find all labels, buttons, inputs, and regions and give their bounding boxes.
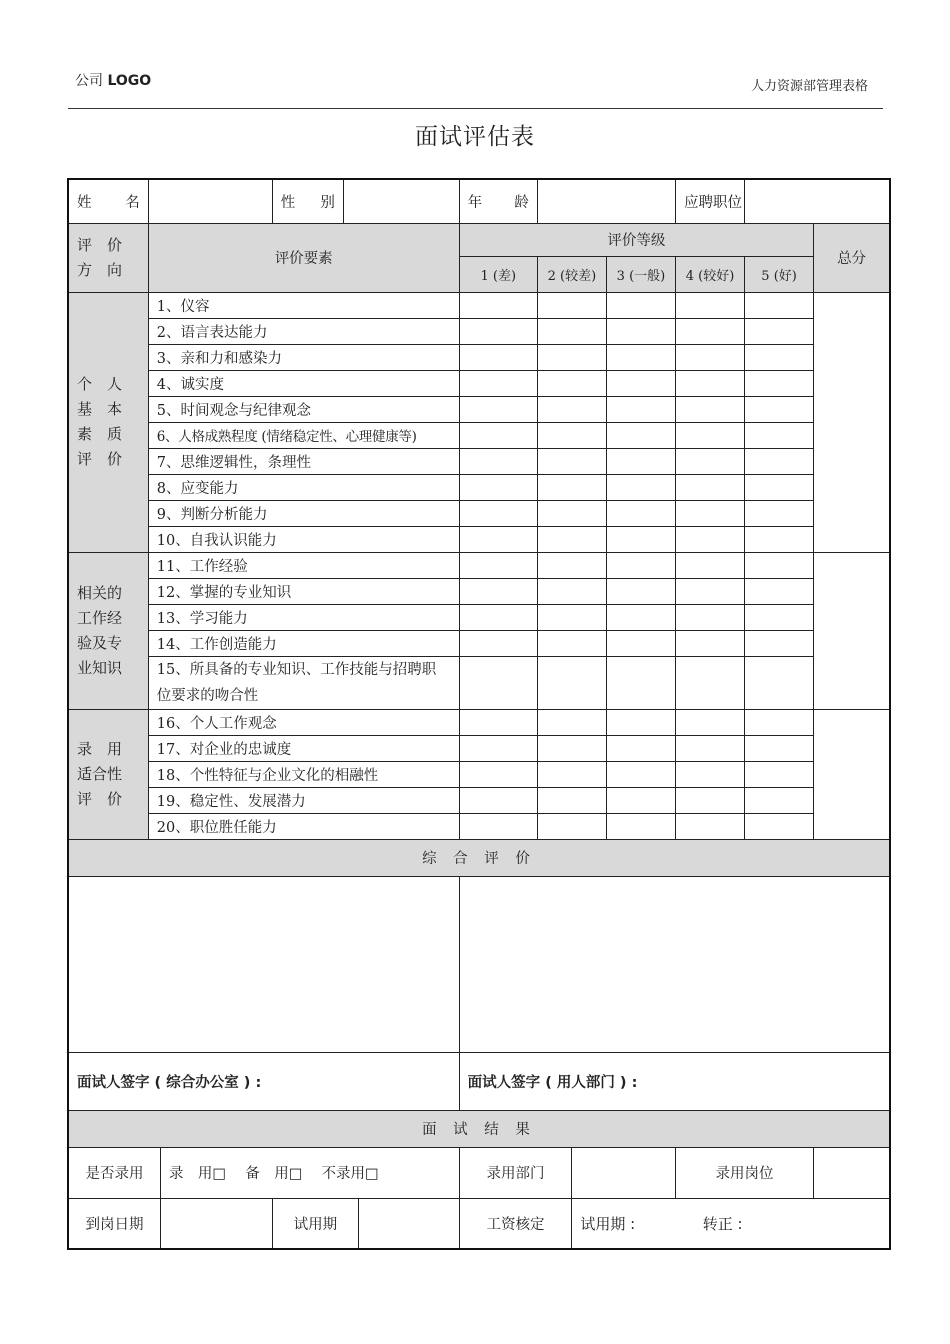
score-cell[interactable] bbox=[606, 370, 675, 396]
score-cell[interactable] bbox=[675, 318, 744, 344]
score-cell[interactable] bbox=[745, 500, 814, 526]
total-label: 总分 bbox=[814, 223, 890, 292]
company-prefix: 公司 bbox=[75, 73, 103, 89]
sign-department[interactable]: 面试人签字 ( 用人部门 ) : bbox=[459, 1052, 890, 1110]
score-cell[interactable] bbox=[459, 604, 537, 630]
criterion-16: 16、个人工作观念 bbox=[148, 709, 459, 735]
score-cell[interactable] bbox=[459, 474, 537, 500]
criteria-row bbox=[68, 552, 890, 578]
score-cell[interactable] bbox=[675, 656, 744, 709]
score-cell[interactable] bbox=[745, 656, 814, 709]
category-personal-label: 个 人 基 本 素 质 评 价 bbox=[68, 292, 148, 552]
score-cell[interactable] bbox=[459, 630, 537, 656]
score-cell[interactable] bbox=[675, 344, 744, 370]
dept-form-label: 人力资源部管理表格 bbox=[750, 79, 868, 94]
score-cell[interactable] bbox=[606, 318, 675, 344]
criteria-row bbox=[68, 474, 890, 500]
criterion-17: 17、对企业的忠诚度 bbox=[148, 735, 459, 761]
score-cell[interactable] bbox=[606, 474, 675, 500]
score-cell[interactable] bbox=[537, 396, 606, 422]
criteria-row bbox=[68, 370, 890, 396]
page-title: 面试评估表 bbox=[415, 124, 535, 150]
sign-office[interactable]: 面试人签字 ( 综合办公室 ) : bbox=[68, 1052, 459, 1110]
score-cell[interactable] bbox=[606, 396, 675, 422]
score-cell[interactable] bbox=[745, 787, 814, 813]
elements-label: 评价要素 bbox=[148, 223, 459, 292]
score-cell[interactable] bbox=[537, 292, 606, 318]
score-cell[interactable] bbox=[459, 318, 537, 344]
company-logo bbox=[75, 70, 151, 90]
score-cell[interactable] bbox=[606, 292, 675, 318]
header-divider bbox=[68, 108, 883, 109]
score-cell[interactable] bbox=[459, 578, 537, 604]
score-cell[interactable] bbox=[537, 552, 606, 578]
score-cell[interactable] bbox=[537, 735, 606, 761]
score-cell[interactable] bbox=[537, 448, 606, 474]
criterion-10: 10、自我认识能力 bbox=[148, 526, 459, 552]
basic-info-row bbox=[68, 179, 890, 223]
score-cell[interactable] bbox=[606, 552, 675, 578]
score-cell[interactable] bbox=[745, 761, 814, 787]
category-fit-label: 录 用 适合性 评 价 bbox=[68, 709, 148, 839]
age-field[interactable] bbox=[537, 179, 675, 223]
name-field[interactable] bbox=[148, 179, 272, 223]
overall-label: 综 合 评 价 bbox=[68, 839, 890, 876]
criteria-row bbox=[68, 787, 890, 813]
criteria-row bbox=[68, 396, 890, 422]
criteria-row bbox=[68, 292, 890, 318]
score-cell[interactable] bbox=[675, 761, 744, 787]
name-label: 姓 名 bbox=[68, 179, 148, 223]
criterion-11: 11、工作经验 bbox=[148, 552, 459, 578]
score-cell[interactable] bbox=[606, 526, 675, 552]
criterion-5: 5、时间观念与纪律观念 bbox=[148, 396, 459, 422]
score-cell[interactable] bbox=[537, 709, 606, 735]
criteria-row bbox=[68, 761, 890, 787]
grade-2: 2 (较差) bbox=[537, 256, 606, 292]
criterion-15: 15、所具备的专业知识、工作技能与招聘职位要求的吻合性 bbox=[148, 656, 459, 709]
criterion-14: 14、工作创造能力 bbox=[148, 630, 459, 656]
score-cell[interactable] bbox=[537, 630, 606, 656]
score-cell[interactable] bbox=[459, 656, 537, 709]
start-date-field[interactable] bbox=[160, 1198, 272, 1249]
gender-field[interactable] bbox=[343, 179, 459, 223]
age-label: 年 龄 bbox=[459, 179, 537, 223]
score-cell[interactable] bbox=[459, 526, 537, 552]
score-cell[interactable] bbox=[606, 578, 675, 604]
category-experience-label: 相关的 工作经 验及专 业知识 bbox=[68, 552, 148, 709]
score-cell[interactable] bbox=[459, 370, 537, 396]
score-cell[interactable] bbox=[537, 578, 606, 604]
overall-comment-row bbox=[68, 876, 890, 1052]
hire-row bbox=[68, 1147, 890, 1198]
score-cell[interactable] bbox=[675, 604, 744, 630]
overall-comment-right[interactable] bbox=[459, 876, 890, 1052]
score-cell[interactable] bbox=[745, 422, 814, 448]
score-cell[interactable] bbox=[606, 813, 675, 839]
score-cell[interactable] bbox=[675, 448, 744, 474]
hire-options[interactable]: 录 用□ 备 用□ 不录用□ bbox=[160, 1147, 459, 1198]
score-cell[interactable] bbox=[537, 474, 606, 500]
score-cell[interactable] bbox=[745, 292, 814, 318]
score-cell[interactable] bbox=[606, 422, 675, 448]
score-cell[interactable] bbox=[537, 787, 606, 813]
criteria-row bbox=[68, 344, 890, 370]
score-cell[interactable] bbox=[606, 500, 675, 526]
post-field[interactable] bbox=[814, 1147, 890, 1198]
salary-label: 工资核定 bbox=[459, 1198, 572, 1249]
score-cell[interactable] bbox=[537, 344, 606, 370]
criterion-12: 12、掌握的专业知识 bbox=[148, 578, 459, 604]
score-cell[interactable] bbox=[537, 656, 606, 709]
score-cell[interactable] bbox=[459, 709, 537, 735]
total-score-personal[interactable] bbox=[814, 292, 890, 552]
dept-field[interactable] bbox=[572, 1147, 676, 1198]
score-cell[interactable] bbox=[745, 604, 814, 630]
criterion-1: 1、仪容 bbox=[148, 292, 459, 318]
criteria-row bbox=[68, 604, 890, 630]
score-cell[interactable] bbox=[745, 318, 814, 344]
score-cell[interactable] bbox=[459, 761, 537, 787]
criteria-row bbox=[68, 500, 890, 526]
total-score-fit[interactable] bbox=[814, 709, 890, 839]
score-cell[interactable] bbox=[675, 709, 744, 735]
criteria-row bbox=[68, 318, 890, 344]
salary-probation-label: 试用期 : bbox=[580, 1214, 636, 1233]
score-cell[interactable] bbox=[675, 474, 744, 500]
start-date-label: 到岗日期 bbox=[68, 1198, 160, 1249]
score-cell[interactable] bbox=[675, 578, 744, 604]
score-cell[interactable] bbox=[675, 813, 744, 839]
score-cell[interactable] bbox=[675, 526, 744, 552]
score-cell[interactable] bbox=[459, 344, 537, 370]
score-cell[interactable] bbox=[459, 396, 537, 422]
eval-header-row-1 bbox=[68, 223, 890, 256]
criterion-2: 2、语言表达能力 bbox=[148, 318, 459, 344]
score-cell[interactable] bbox=[459, 552, 537, 578]
score-cell[interactable] bbox=[675, 292, 744, 318]
criterion-3: 3、亲和力和感染力 bbox=[148, 344, 459, 370]
salary-regular-label: 转正 : bbox=[702, 1214, 743, 1233]
criteria-row bbox=[68, 526, 890, 552]
score-cell[interactable] bbox=[459, 813, 537, 839]
score-cell[interactable] bbox=[675, 422, 744, 448]
score-cell[interactable] bbox=[606, 735, 675, 761]
score-cell[interactable] bbox=[537, 318, 606, 344]
criterion-8: 8、应变能力 bbox=[148, 474, 459, 500]
score-cell[interactable] bbox=[459, 500, 537, 526]
score-cell[interactable] bbox=[745, 709, 814, 735]
score-cell[interactable] bbox=[537, 422, 606, 448]
score-cell[interactable] bbox=[459, 292, 537, 318]
criteria-row bbox=[68, 422, 890, 448]
score-cell[interactable] bbox=[537, 604, 606, 630]
score-cell[interactable] bbox=[745, 735, 814, 761]
score-cell[interactable] bbox=[459, 422, 537, 448]
score-cell[interactable] bbox=[675, 500, 744, 526]
criteria-row bbox=[68, 735, 890, 761]
criterion-13: 13、学习能力 bbox=[148, 604, 459, 630]
score-cell[interactable] bbox=[606, 604, 675, 630]
score-cell[interactable] bbox=[606, 630, 675, 656]
score-cell[interactable] bbox=[675, 370, 744, 396]
score-cell[interactable] bbox=[745, 370, 814, 396]
score-cell[interactable] bbox=[745, 448, 814, 474]
grade-label: 评价等级 bbox=[459, 223, 813, 256]
criterion-20: 20、职位胜任能力 bbox=[148, 813, 459, 839]
criterion-6: 6、人格成熟程度 (情绪稳定性、心理健康等) bbox=[148, 422, 459, 448]
score-cell[interactable] bbox=[745, 578, 814, 604]
signature-row bbox=[68, 1052, 890, 1110]
start-row bbox=[68, 1198, 890, 1249]
probation-field[interactable] bbox=[359, 1198, 460, 1249]
grade-1: 1 (差) bbox=[459, 256, 537, 292]
criteria-row bbox=[68, 448, 890, 474]
score-cell[interactable] bbox=[675, 735, 744, 761]
score-cell[interactable] bbox=[537, 813, 606, 839]
grade-3: 3 (一般) bbox=[606, 256, 675, 292]
score-cell[interactable] bbox=[745, 813, 814, 839]
score-cell[interactable] bbox=[537, 500, 606, 526]
score-cell[interactable] bbox=[537, 761, 606, 787]
overall-comment-left[interactable] bbox=[68, 876, 459, 1052]
criterion-7: 7、思维逻辑性，条理性 bbox=[148, 448, 459, 474]
gender-label: 性 别 bbox=[272, 179, 343, 223]
criteria-row bbox=[68, 578, 890, 604]
score-cell[interactable] bbox=[459, 735, 537, 761]
result-label: 面 试 结 果 bbox=[68, 1110, 890, 1147]
criteria-row bbox=[68, 709, 890, 735]
logo-text: LOGO bbox=[107, 73, 152, 89]
score-cell[interactable] bbox=[537, 370, 606, 396]
score-cell[interactable] bbox=[675, 552, 744, 578]
probation-label: 试用期 bbox=[272, 1198, 358, 1249]
score-cell[interactable] bbox=[606, 656, 675, 709]
score-cell[interactable] bbox=[459, 787, 537, 813]
score-cell[interactable] bbox=[537, 526, 606, 552]
hire-label: 是否录用 bbox=[68, 1147, 160, 1198]
criteria-row bbox=[68, 813, 890, 839]
score-cell[interactable] bbox=[606, 448, 675, 474]
result-header-row bbox=[68, 1110, 890, 1147]
criteria-row bbox=[68, 630, 890, 656]
score-cell[interactable] bbox=[745, 552, 814, 578]
score-cell[interactable] bbox=[606, 344, 675, 370]
interview-form-table bbox=[67, 178, 891, 1250]
position-field[interactable] bbox=[745, 179, 890, 223]
criteria-row bbox=[68, 656, 890, 709]
score-cell[interactable] bbox=[606, 761, 675, 787]
total-score-experience[interactable] bbox=[814, 552, 890, 709]
salary-field[interactable] bbox=[572, 1198, 890, 1249]
position-label: 应聘职位 bbox=[675, 179, 744, 223]
score-cell[interactable] bbox=[675, 630, 744, 656]
score-cell[interactable] bbox=[745, 526, 814, 552]
criterion-4: 4、诚实度 bbox=[148, 370, 459, 396]
score-cell[interactable] bbox=[745, 396, 814, 422]
overall-header-row bbox=[68, 839, 890, 876]
grade-4: 4 (较好) bbox=[675, 256, 744, 292]
grade-5: 5 (好) bbox=[745, 256, 814, 292]
score-cell[interactable] bbox=[606, 709, 675, 735]
dept-label: 录用部门 bbox=[459, 1147, 572, 1198]
score-cell[interactable] bbox=[745, 474, 814, 500]
criterion-9: 9、判断分析能力 bbox=[148, 500, 459, 526]
score-cell[interactable] bbox=[459, 448, 537, 474]
criterion-19: 19、稳定性、发展潜力 bbox=[148, 787, 459, 813]
score-cell[interactable] bbox=[675, 396, 744, 422]
post-label: 录用岗位 bbox=[675, 1147, 813, 1198]
criterion-18: 18、个性特征与企业文化的相融性 bbox=[148, 761, 459, 787]
score-cell[interactable] bbox=[745, 344, 814, 370]
direction-label: 评 价 方 向 bbox=[68, 223, 148, 292]
score-cell[interactable] bbox=[606, 787, 675, 813]
score-cell[interactable] bbox=[675, 787, 744, 813]
score-cell[interactable] bbox=[745, 630, 814, 656]
